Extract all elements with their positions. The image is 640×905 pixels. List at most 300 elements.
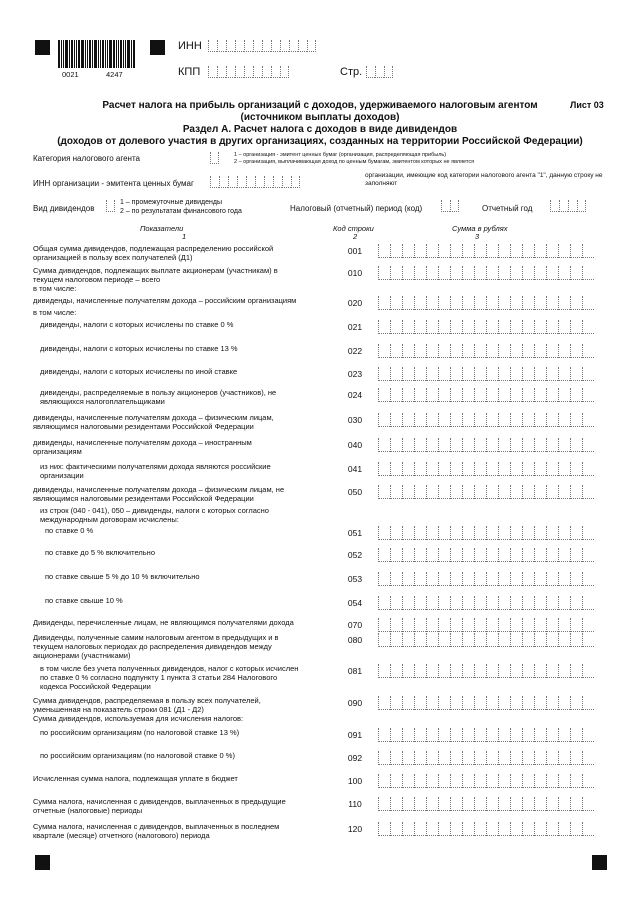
char-cell[interactable]: [390, 633, 402, 647]
char-cell[interactable]: [450, 618, 462, 632]
char-cell[interactable]: [546, 696, 558, 710]
char-cell[interactable]: [414, 751, 426, 765]
char-cell[interactable]: [402, 797, 414, 811]
char-cell[interactable]: [426, 413, 438, 427]
char-cell[interactable]: [582, 344, 594, 358]
char-cell[interactable]: [450, 367, 462, 381]
char-cell[interactable]: [390, 438, 402, 452]
char-cell[interactable]: [570, 367, 582, 381]
char-cell[interactable]: [438, 728, 450, 742]
char-cell[interactable]: [262, 40, 271, 52]
char-cell[interactable]: [474, 388, 486, 402]
char-cell[interactable]: [378, 413, 390, 427]
char-cell[interactable]: [558, 438, 570, 452]
char-cell[interactable]: [390, 526, 402, 540]
char-cell[interactable]: [522, 526, 534, 540]
char-cell[interactable]: [450, 548, 462, 562]
char-cell[interactable]: [522, 296, 534, 310]
char-cell[interactable]: [546, 244, 558, 258]
char-cell[interactable]: [534, 244, 546, 258]
char-cell[interactable]: [486, 797, 498, 811]
char-cell[interactable]: [414, 485, 426, 499]
char-cell[interactable]: [582, 485, 594, 499]
char-cell[interactable]: [534, 633, 546, 647]
char-cell[interactable]: [558, 296, 570, 310]
char-cell[interactable]: [226, 40, 235, 52]
char-cell[interactable]: [462, 572, 474, 586]
char-cell[interactable]: [462, 664, 474, 678]
char-cell[interactable]: [235, 66, 244, 78]
char-cell[interactable]: [366, 66, 375, 78]
char-cell[interactable]: [414, 548, 426, 562]
char-cell[interactable]: [210, 152, 219, 164]
char-cell[interactable]: [498, 367, 510, 381]
char-cell[interactable]: [582, 244, 594, 258]
char-cell[interactable]: [582, 548, 594, 562]
amount-input[interactable]: [378, 413, 594, 427]
char-cell[interactable]: [210, 176, 219, 188]
char-cell[interactable]: [462, 367, 474, 381]
char-cell[interactable]: [498, 822, 510, 836]
char-cell[interactable]: [414, 797, 426, 811]
char-cell[interactable]: [390, 266, 402, 280]
char-cell[interactable]: [378, 485, 390, 499]
char-cell[interactable]: [558, 367, 570, 381]
char-cell[interactable]: [378, 572, 390, 586]
char-cell[interactable]: [582, 596, 594, 610]
char-cell[interactable]: [582, 413, 594, 427]
char-cell[interactable]: [570, 266, 582, 280]
char-cell[interactable]: [450, 664, 462, 678]
char-cell[interactable]: [546, 367, 558, 381]
char-cell[interactable]: [450, 200, 459, 212]
char-cell[interactable]: [582, 751, 594, 765]
char-cell[interactable]: [426, 438, 438, 452]
char-cell[interactable]: [390, 822, 402, 836]
char-cell[interactable]: [414, 572, 426, 586]
char-cell[interactable]: [438, 344, 450, 358]
char-cell[interactable]: [498, 388, 510, 402]
char-cell[interactable]: [414, 526, 426, 540]
char-cell[interactable]: [582, 438, 594, 452]
char-cell[interactable]: [570, 413, 582, 427]
char-cell[interactable]: [570, 618, 582, 632]
char-cell[interactable]: [474, 751, 486, 765]
char-cell[interactable]: [474, 596, 486, 610]
char-cell[interactable]: [244, 66, 253, 78]
char-cell[interactable]: [462, 596, 474, 610]
char-cell[interactable]: [426, 751, 438, 765]
char-cell[interactable]: [462, 296, 474, 310]
char-cell[interactable]: [390, 244, 402, 258]
char-cell[interactable]: [486, 438, 498, 452]
char-cell[interactable]: [414, 728, 426, 742]
char-cell[interactable]: [546, 485, 558, 499]
char-cell[interactable]: [534, 664, 546, 678]
char-cell[interactable]: [438, 367, 450, 381]
agent-category-input[interactable]: [210, 152, 219, 164]
char-cell[interactable]: [462, 526, 474, 540]
char-cell[interactable]: [510, 413, 522, 427]
char-cell[interactable]: [510, 526, 522, 540]
char-cell[interactable]: [271, 40, 280, 52]
char-cell[interactable]: [390, 751, 402, 765]
char-cell[interactable]: [558, 388, 570, 402]
char-cell[interactable]: [534, 388, 546, 402]
char-cell[interactable]: [378, 751, 390, 765]
char-cell[interactable]: [450, 244, 462, 258]
char-cell[interactable]: [510, 797, 522, 811]
char-cell[interactable]: [510, 633, 522, 647]
char-cell[interactable]: [462, 344, 474, 358]
char-cell[interactable]: [378, 296, 390, 310]
char-cell[interactable]: [378, 618, 390, 632]
char-cell[interactable]: [486, 822, 498, 836]
char-cell[interactable]: [546, 572, 558, 586]
char-cell[interactable]: [534, 618, 546, 632]
char-cell[interactable]: [414, 296, 426, 310]
char-cell[interactable]: [438, 664, 450, 678]
amount-input[interactable]: [378, 572, 594, 586]
amount-input[interactable]: [378, 774, 594, 788]
char-cell[interactable]: [534, 728, 546, 742]
char-cell[interactable]: [498, 664, 510, 678]
char-cell[interactable]: [262, 66, 271, 78]
char-cell[interactable]: [534, 438, 546, 452]
char-cell[interactable]: [438, 438, 450, 452]
char-cell[interactable]: [486, 367, 498, 381]
char-cell[interactable]: [474, 462, 486, 476]
char-cell[interactable]: [378, 696, 390, 710]
char-cell[interactable]: [522, 413, 534, 427]
amount-input[interactable]: [378, 822, 594, 836]
char-cell[interactable]: [558, 751, 570, 765]
char-cell[interactable]: [546, 320, 558, 334]
char-cell[interactable]: [450, 633, 462, 647]
char-cell[interactable]: [510, 367, 522, 381]
char-cell[interactable]: [498, 618, 510, 632]
char-cell[interactable]: [378, 633, 390, 647]
char-cell[interactable]: [534, 367, 546, 381]
char-cell[interactable]: [450, 696, 462, 710]
char-cell[interactable]: [570, 596, 582, 610]
char-cell[interactable]: [546, 438, 558, 452]
amount-input[interactable]: [378, 526, 594, 540]
char-cell[interactable]: [378, 367, 390, 381]
char-cell[interactable]: [402, 822, 414, 836]
char-cell[interactable]: [582, 822, 594, 836]
char-cell[interactable]: [498, 413, 510, 427]
char-cell[interactable]: [582, 618, 594, 632]
char-cell[interactable]: [219, 176, 228, 188]
char-cell[interactable]: [402, 728, 414, 742]
char-cell[interactable]: [462, 485, 474, 499]
char-cell[interactable]: [558, 344, 570, 358]
char-cell[interactable]: [390, 596, 402, 610]
char-cell[interactable]: [426, 344, 438, 358]
char-cell[interactable]: [282, 176, 291, 188]
char-cell[interactable]: [486, 485, 498, 499]
char-cell[interactable]: [414, 438, 426, 452]
char-cell[interactable]: [510, 266, 522, 280]
char-cell[interactable]: [558, 572, 570, 586]
char-cell[interactable]: [378, 728, 390, 742]
amount-input[interactable]: [378, 664, 594, 678]
char-cell[interactable]: [546, 728, 558, 742]
char-cell[interactable]: [498, 462, 510, 476]
char-cell[interactable]: [414, 320, 426, 334]
char-cell[interactable]: [534, 696, 546, 710]
char-cell[interactable]: [558, 728, 570, 742]
char-cell[interactable]: [498, 572, 510, 586]
char-cell[interactable]: [570, 485, 582, 499]
char-cell[interactable]: [106, 200, 115, 212]
char-cell[interactable]: [522, 618, 534, 632]
char-cell[interactable]: [390, 774, 402, 788]
char-cell[interactable]: [474, 728, 486, 742]
char-cell[interactable]: [510, 774, 522, 788]
char-cell[interactable]: [570, 244, 582, 258]
char-cell[interactable]: [510, 244, 522, 258]
char-cell[interactable]: [426, 696, 438, 710]
char-cell[interactable]: [462, 696, 474, 710]
char-cell[interactable]: [298, 40, 307, 52]
char-cell[interactable]: [390, 664, 402, 678]
char-cell[interactable]: [414, 344, 426, 358]
char-cell[interactable]: [438, 413, 450, 427]
char-cell[interactable]: [510, 320, 522, 334]
char-cell[interactable]: [450, 388, 462, 402]
char-cell[interactable]: [378, 774, 390, 788]
char-cell[interactable]: [570, 344, 582, 358]
char-cell[interactable]: [558, 413, 570, 427]
char-cell[interactable]: [577, 200, 586, 212]
char-cell[interactable]: [474, 320, 486, 334]
char-cell[interactable]: [558, 244, 570, 258]
char-cell[interactable]: [438, 548, 450, 562]
char-cell[interactable]: [582, 320, 594, 334]
char-cell[interactable]: [522, 728, 534, 742]
char-cell[interactable]: [390, 728, 402, 742]
char-cell[interactable]: [390, 367, 402, 381]
amount-input[interactable]: [378, 388, 594, 402]
char-cell[interactable]: [414, 596, 426, 610]
char-cell[interactable]: [570, 572, 582, 586]
char-cell[interactable]: [546, 797, 558, 811]
char-cell[interactable]: [390, 797, 402, 811]
char-cell[interactable]: [228, 176, 237, 188]
char-cell[interactable]: [558, 462, 570, 476]
char-cell[interactable]: [510, 728, 522, 742]
char-cell[interactable]: [550, 200, 559, 212]
char-cell[interactable]: [498, 526, 510, 540]
char-cell[interactable]: [462, 822, 474, 836]
amount-input[interactable]: [378, 296, 594, 310]
char-cell[interactable]: [253, 40, 262, 52]
char-cell[interactable]: [510, 572, 522, 586]
char-cell[interactable]: [522, 774, 534, 788]
amount-input[interactable]: [378, 320, 594, 334]
char-cell[interactable]: [378, 320, 390, 334]
inn-input[interactable]: [208, 40, 316, 52]
char-cell[interactable]: [582, 797, 594, 811]
char-cell[interactable]: [498, 485, 510, 499]
char-cell[interactable]: [378, 344, 390, 358]
char-cell[interactable]: [402, 244, 414, 258]
char-cell[interactable]: [534, 572, 546, 586]
char-cell[interactable]: [402, 485, 414, 499]
char-cell[interactable]: [450, 797, 462, 811]
char-cell[interactable]: [474, 548, 486, 562]
char-cell[interactable]: [474, 526, 486, 540]
char-cell[interactable]: [486, 344, 498, 358]
char-cell[interactable]: [546, 822, 558, 836]
char-cell[interactable]: [462, 774, 474, 788]
char-cell[interactable]: [426, 774, 438, 788]
char-cell[interactable]: [546, 344, 558, 358]
char-cell[interactable]: [486, 526, 498, 540]
char-cell[interactable]: [378, 438, 390, 452]
char-cell[interactable]: [253, 66, 262, 78]
char-cell[interactable]: [486, 244, 498, 258]
char-cell[interactable]: [414, 367, 426, 381]
char-cell[interactable]: [390, 344, 402, 358]
char-cell[interactable]: [462, 462, 474, 476]
char-cell[interactable]: [402, 572, 414, 586]
char-cell[interactable]: [280, 66, 289, 78]
char-cell[interactable]: [522, 633, 534, 647]
char-cell[interactable]: [426, 596, 438, 610]
char-cell[interactable]: [426, 388, 438, 402]
char-cell[interactable]: [546, 413, 558, 427]
char-cell[interactable]: [426, 485, 438, 499]
char-cell[interactable]: [558, 797, 570, 811]
char-cell[interactable]: [426, 618, 438, 632]
char-cell[interactable]: [462, 797, 474, 811]
char-cell[interactable]: [522, 485, 534, 499]
char-cell[interactable]: [390, 696, 402, 710]
char-cell[interactable]: [558, 822, 570, 836]
char-cell[interactable]: [474, 572, 486, 586]
char-cell[interactable]: [378, 526, 390, 540]
char-cell[interactable]: [582, 633, 594, 647]
char-cell[interactable]: [402, 596, 414, 610]
char-cell[interactable]: [534, 485, 546, 499]
char-cell[interactable]: [402, 774, 414, 788]
char-cell[interactable]: [474, 296, 486, 310]
char-cell[interactable]: [534, 296, 546, 310]
char-cell[interactable]: [534, 526, 546, 540]
char-cell[interactable]: [570, 462, 582, 476]
char-cell[interactable]: [390, 548, 402, 562]
char-cell[interactable]: [414, 244, 426, 258]
char-cell[interactable]: [498, 320, 510, 334]
char-cell[interactable]: [546, 774, 558, 788]
char-cell[interactable]: [498, 728, 510, 742]
char-cell[interactable]: [558, 633, 570, 647]
char-cell[interactable]: [402, 462, 414, 476]
char-cell[interactable]: [390, 320, 402, 334]
char-cell[interactable]: [582, 296, 594, 310]
char-cell[interactable]: [438, 462, 450, 476]
char-cell[interactable]: [582, 462, 594, 476]
char-cell[interactable]: [522, 266, 534, 280]
char-cell[interactable]: [208, 66, 217, 78]
char-cell[interactable]: [438, 774, 450, 788]
char-cell[interactable]: [378, 664, 390, 678]
char-cell[interactable]: [546, 388, 558, 402]
char-cell[interactable]: [426, 572, 438, 586]
char-cell[interactable]: [534, 822, 546, 836]
char-cell[interactable]: [426, 728, 438, 742]
char-cell[interactable]: [486, 296, 498, 310]
char-cell[interactable]: [546, 751, 558, 765]
char-cell[interactable]: [534, 413, 546, 427]
char-cell[interactable]: [510, 664, 522, 678]
char-cell[interactable]: [450, 572, 462, 586]
char-cell[interactable]: [558, 548, 570, 562]
char-cell[interactable]: [426, 526, 438, 540]
char-cell[interactable]: [474, 413, 486, 427]
char-cell[interactable]: [462, 388, 474, 402]
char-cell[interactable]: [522, 751, 534, 765]
char-cell[interactable]: [255, 176, 264, 188]
char-cell[interactable]: [246, 176, 255, 188]
char-cell[interactable]: [450, 296, 462, 310]
char-cell[interactable]: [438, 526, 450, 540]
char-cell[interactable]: [486, 696, 498, 710]
char-cell[interactable]: [486, 413, 498, 427]
char-cell[interactable]: [498, 548, 510, 562]
char-cell[interactable]: [510, 751, 522, 765]
char-cell[interactable]: [438, 618, 450, 632]
char-cell[interactable]: [546, 664, 558, 678]
char-cell[interactable]: [462, 438, 474, 452]
char-cell[interactable]: [280, 40, 289, 52]
char-cell[interactable]: [570, 774, 582, 788]
char-cell[interactable]: [390, 462, 402, 476]
amount-input[interactable]: [378, 596, 594, 610]
char-cell[interactable]: [522, 696, 534, 710]
char-cell[interactable]: [498, 438, 510, 452]
char-cell[interactable]: [498, 344, 510, 358]
char-cell[interactable]: [438, 266, 450, 280]
char-cell[interactable]: [462, 618, 474, 632]
char-cell[interactable]: [570, 548, 582, 562]
char-cell[interactable]: [486, 633, 498, 647]
char-cell[interactable]: [534, 320, 546, 334]
char-cell[interactable]: [226, 66, 235, 78]
char-cell[interactable]: [474, 485, 486, 499]
char-cell[interactable]: [378, 822, 390, 836]
char-cell[interactable]: [570, 728, 582, 742]
char-cell[interactable]: [522, 596, 534, 610]
char-cell[interactable]: [438, 388, 450, 402]
char-cell[interactable]: [546, 296, 558, 310]
char-cell[interactable]: [450, 485, 462, 499]
char-cell[interactable]: [546, 596, 558, 610]
char-cell[interactable]: [402, 664, 414, 678]
char-cell[interactable]: [414, 774, 426, 788]
char-cell[interactable]: [462, 413, 474, 427]
char-cell[interactable]: [426, 296, 438, 310]
char-cell[interactable]: [546, 266, 558, 280]
char-cell[interactable]: [402, 526, 414, 540]
char-cell[interactable]: [498, 774, 510, 788]
char-cell[interactable]: [426, 244, 438, 258]
char-cell[interactable]: [546, 618, 558, 632]
char-cell[interactable]: [402, 618, 414, 632]
